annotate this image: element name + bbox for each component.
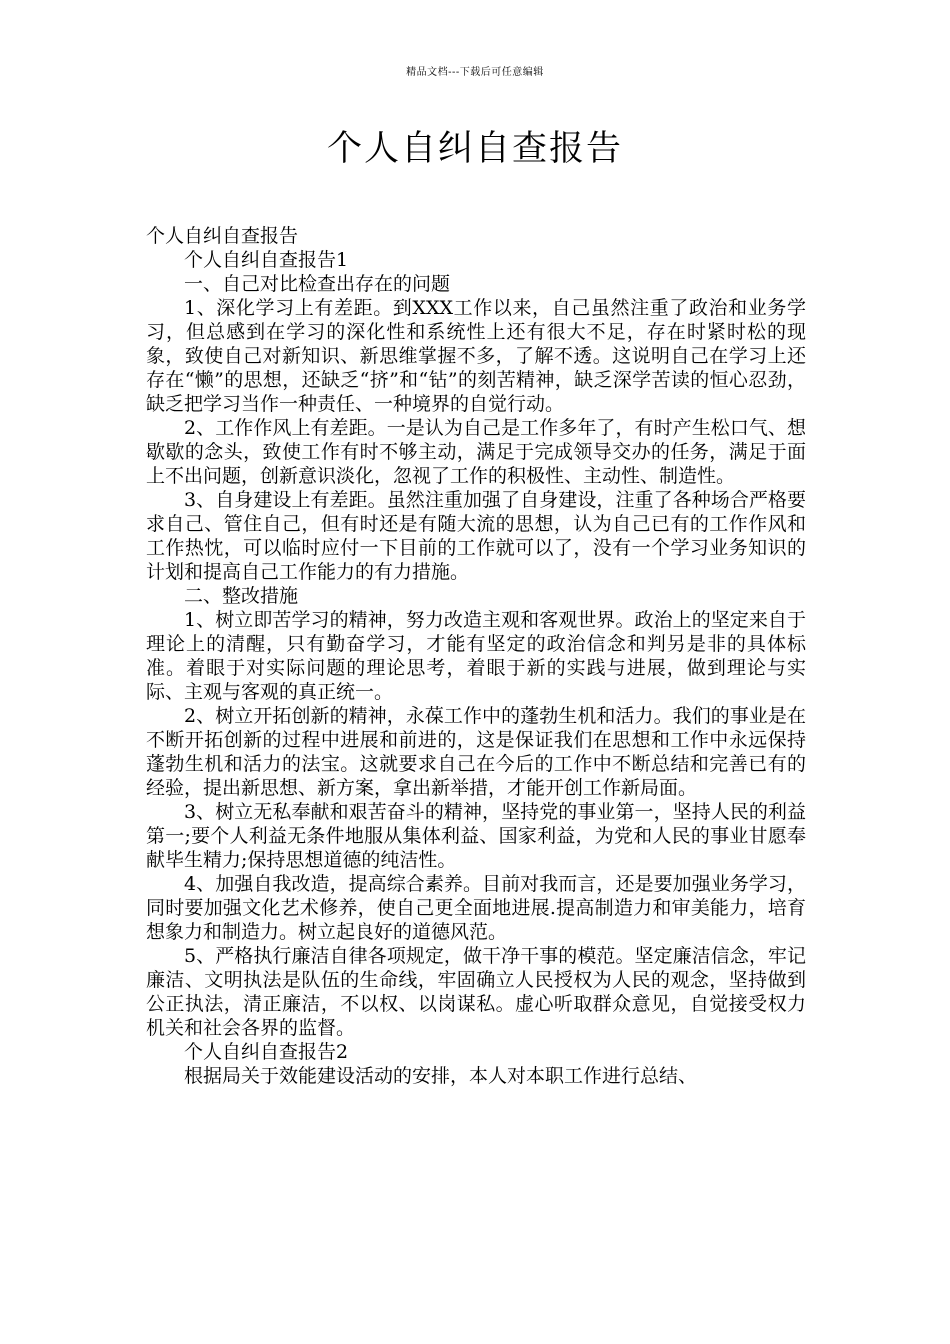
paragraph: 4、加强自我改造，提高综合素养。目前对我而言，还是要加强业务学习，同时要加强文化艺术修养，使自己更全面地进展.提高制造力和审美能力，培育想象力和制造力。树立起良好的道德风范。 (146, 873, 806, 943)
paragraph: 2、工作作风上有差距。一是认为自己是工作多年了，有时产生松口气、想歇歇的念头，致使工作有时不够主动，满足于完成领导交办的任务，满足于面上不出问题，创新意识淡化，忽视了工作的积极性、主动性、制造性。 (146, 417, 806, 487)
paragraph: 根据局关于效能建设活动的安排，本人对本职工作进行总结、 (184, 1065, 698, 1087)
header-note: 精品文档---下载后可任意编辑 (406, 67, 544, 78)
paragraph: 个人自纠自查报告2 (184, 1041, 349, 1063)
paragraph: 2、树立开拓创新的精神，永葆工作中的蓬勃生机和活力。我们的事业是在不断开拓创新的过程中进展和前进的，这是保证我们在思想和工作中永远保持蓬勃生机和活力的法宝。这就要求自己在今后的工作中不断总结和完善已有的经验，提出新思想、新方案，拿出新举措，才能开创工作新局面。 (146, 705, 806, 799)
paragraph: 个人自纠自查报告 (146, 225, 299, 247)
paragraph: 5、严格执行廉洁自律各项规定，做干净干事的模范。坚定廉洁信念，牢记廉洁、文明执法是队伍的生命线，牢固确立人民授权为人民的观念，坚持做到公正执法，清正廉洁，不以权、以岗谋私。虚心听取群众意见，自觉接受权力机关和社会各界的监督。 (146, 945, 806, 1039)
paragraph: 1、深化学习上有差距。到XXX工作以来，自己虽然注重了政治和业务学习，但总感到在学习的深化性和系统性上还有很大不足，存在时紧时松的现象，致使自己对新知识、新思维掌握不多，了解不透。这说明自己在学习上还存在“懒”的思想，还缺乏“挤”和“钻”的刻苦精神，缺乏深学苦读的恒心忍劲，缺乏把学习当作一种责任、一种境界的自觉行动。 (146, 297, 806, 415)
paragraph: 3、自身建设上有差距。虽然注重加强了自身建设，注重了各种场合严格要求自己、管住自己，但有时还是有随大流的思想，认为自己已有的工作作风和工作热忱，可以临时应付一下目前的工作就可以了，没有一个学习业务知识的计划和提高自己工作能力的有力措施。 (146, 489, 806, 583)
paragraph: 1、树立即苦学习的精神，努力改造主观和客观世界。政治上的坚定来自于理论上的清醒，只有勤奋学习，才能有坚定的政治信念和判另是非的具体标准。着眼于对实际问题的理论思考，着眼于新的实践与进展，做到理论与实际、主观与客观的真正统一。 (146, 609, 806, 703)
section-heading: 二、整改措施 (184, 585, 299, 607)
document-body (146, 224, 806, 1088)
section-heading: 一、自己对比检查出存在的问题 (184, 273, 451, 295)
paragraph: 个人自纠自查报告1 (184, 249, 349, 271)
document-title: 个人自纠自查报告 (326, 129, 623, 169)
paragraph: 3、树立无私奉献和艰苦奋斗的精神，坚持党的事业第一，坚持人民的利益第一;要个人利益无条件地服从集体利益、国家利益，为党和人民的事业甘愿奉献毕生精力;保持思想道德的纯洁性。 (146, 801, 806, 871)
